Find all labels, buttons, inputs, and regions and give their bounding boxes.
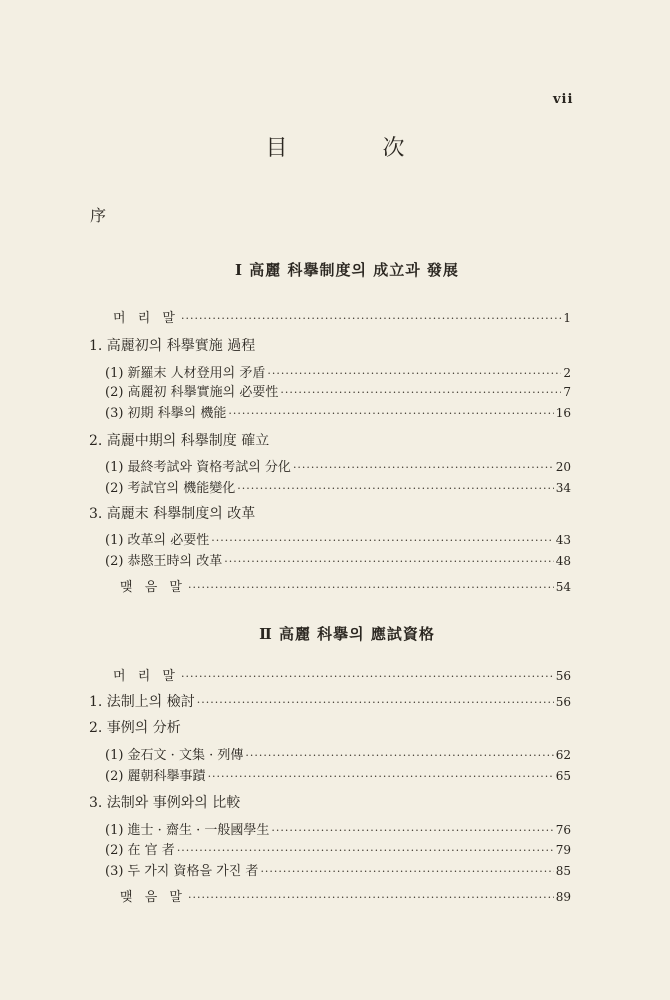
toc-leader bbox=[211, 534, 553, 547]
toc-entry-page: 56 bbox=[555, 669, 571, 683]
toc-entry-page: 54 bbox=[555, 580, 571, 594]
toc-leader bbox=[267, 367, 561, 380]
toc-entry-label: (1) 新羅末 人材登用의 矛盾 bbox=[105, 366, 266, 381]
toc-entry-page: 89 bbox=[555, 890, 571, 904]
toc-leader bbox=[245, 749, 553, 762]
toc-entry-page: 79 bbox=[555, 843, 571, 857]
toc-leader bbox=[224, 555, 553, 568]
toc-entry-page: 2 bbox=[563, 366, 571, 380]
toc-entry-label: (1) 金石文 · 文集 · 列傳 bbox=[105, 748, 244, 763]
toc-entry[interactable] bbox=[113, 665, 571, 684]
toc-leader bbox=[177, 844, 554, 857]
toc-entry-label: (2) 恭愍王時의 改革 bbox=[105, 554, 223, 569]
toc-entry[interactable] bbox=[120, 576, 571, 595]
page-number: vii bbox=[553, 92, 574, 107]
toc-entry-label: (3) 初期 科擧의 機能 bbox=[105, 406, 227, 421]
toc-leader bbox=[271, 824, 553, 837]
toc-leader bbox=[197, 696, 554, 709]
toc-leader bbox=[237, 482, 553, 495]
toc-entry[interactable] bbox=[105, 860, 571, 879]
toc-entry-page: 7 bbox=[563, 385, 571, 399]
toc-entry-page: 56 bbox=[555, 695, 571, 709]
toc-entry-page: 34 bbox=[555, 481, 571, 495]
toc-entry-page: 20 bbox=[555, 460, 571, 474]
toc-entry-label: 맺 음 말 bbox=[120, 890, 186, 905]
toc-entry[interactable] bbox=[105, 744, 571, 763]
part-heading: Ⅱ 高麗 科擧의 應試資格 bbox=[259, 625, 435, 643]
toc-entry[interactable] bbox=[105, 765, 571, 784]
toc-leader bbox=[181, 312, 561, 325]
toc-entry-label: (1) 進士 · 齋生 · 一般國學生 bbox=[105, 823, 270, 838]
toc-preface: 序 bbox=[90, 206, 107, 225]
toc-entry[interactable] bbox=[105, 477, 571, 496]
toc-entry[interactable] bbox=[105, 819, 571, 838]
toc-entry-page: 85 bbox=[555, 864, 571, 878]
toc-entry-label: (1) 最終考試와 資格考試의 分化 bbox=[105, 460, 291, 475]
toc-entry-page: 43 bbox=[555, 533, 571, 547]
toc-entry-label: (2) 在 官 者 bbox=[105, 843, 175, 858]
toc-leader bbox=[208, 770, 554, 783]
toc-section[interactable] bbox=[89, 691, 571, 711]
toc-entry-label: (1) 改革의 必要性 bbox=[105, 533, 210, 548]
toc-entry[interactable] bbox=[105, 550, 571, 569]
toc-entry[interactable] bbox=[105, 402, 571, 421]
toc-entry-page: 76 bbox=[555, 823, 571, 837]
toc-entry[interactable] bbox=[105, 381, 571, 400]
toc-entry[interactable] bbox=[105, 456, 571, 475]
toc-leader bbox=[228, 407, 553, 420]
toc-leader bbox=[280, 386, 561, 399]
toc-entry-page: 65 bbox=[555, 769, 571, 783]
toc-entry-page: 16 bbox=[555, 406, 571, 420]
toc-section[interactable]: 1. 高麗初의 科擧實施 過程 bbox=[89, 338, 256, 354]
toc-entry[interactable] bbox=[105, 362, 571, 381]
toc-section[interactable]: 3. 法制와 事例와의 比較 bbox=[89, 795, 241, 811]
toc-entry-label: (2) 高麗初 科擧實施의 必要性 bbox=[105, 385, 279, 400]
toc-entry-label: 맺 음 말 bbox=[120, 580, 186, 595]
toc-section[interactable]: 2. 高麗中期의 科擧制度 確立 bbox=[89, 433, 270, 449]
toc-entry-page: 1 bbox=[563, 311, 571, 325]
toc-section-label: 1. 法制上의 檢討 bbox=[89, 694, 195, 710]
toc-entry[interactable] bbox=[113, 307, 571, 326]
toc-section[interactable]: 2. 事例의 分析 bbox=[89, 720, 181, 736]
page-title: 目 次 bbox=[265, 136, 449, 161]
part-heading: Ⅰ 高麗 科擧制度의 成立과 發展 bbox=[235, 261, 459, 279]
toc-entry-page: 62 bbox=[555, 748, 571, 762]
toc-leader bbox=[188, 891, 554, 904]
toc-section[interactable]: 3. 高麗末 科擧制度의 改革 bbox=[89, 506, 256, 522]
toc-entry-label: 머 리 말 bbox=[113, 669, 179, 684]
toc-entry-label: (3) 두 가지 資格을 가진 者 bbox=[105, 864, 259, 879]
toc-entry[interactable] bbox=[105, 839, 571, 858]
toc-entry-label: (2) 麗朝科擧事蹟 bbox=[105, 769, 206, 784]
toc-leader bbox=[188, 581, 554, 594]
toc-leader bbox=[293, 461, 554, 474]
toc-leader bbox=[181, 670, 554, 683]
toc-leader bbox=[260, 865, 553, 878]
toc-entry[interactable] bbox=[120, 886, 571, 905]
toc-entry-label: 머 리 말 bbox=[113, 311, 179, 326]
toc-entry-page: 48 bbox=[555, 554, 571, 568]
toc-entry-label: (2) 考試官의 機能變化 bbox=[105, 481, 236, 496]
toc-entry[interactable] bbox=[105, 529, 571, 548]
